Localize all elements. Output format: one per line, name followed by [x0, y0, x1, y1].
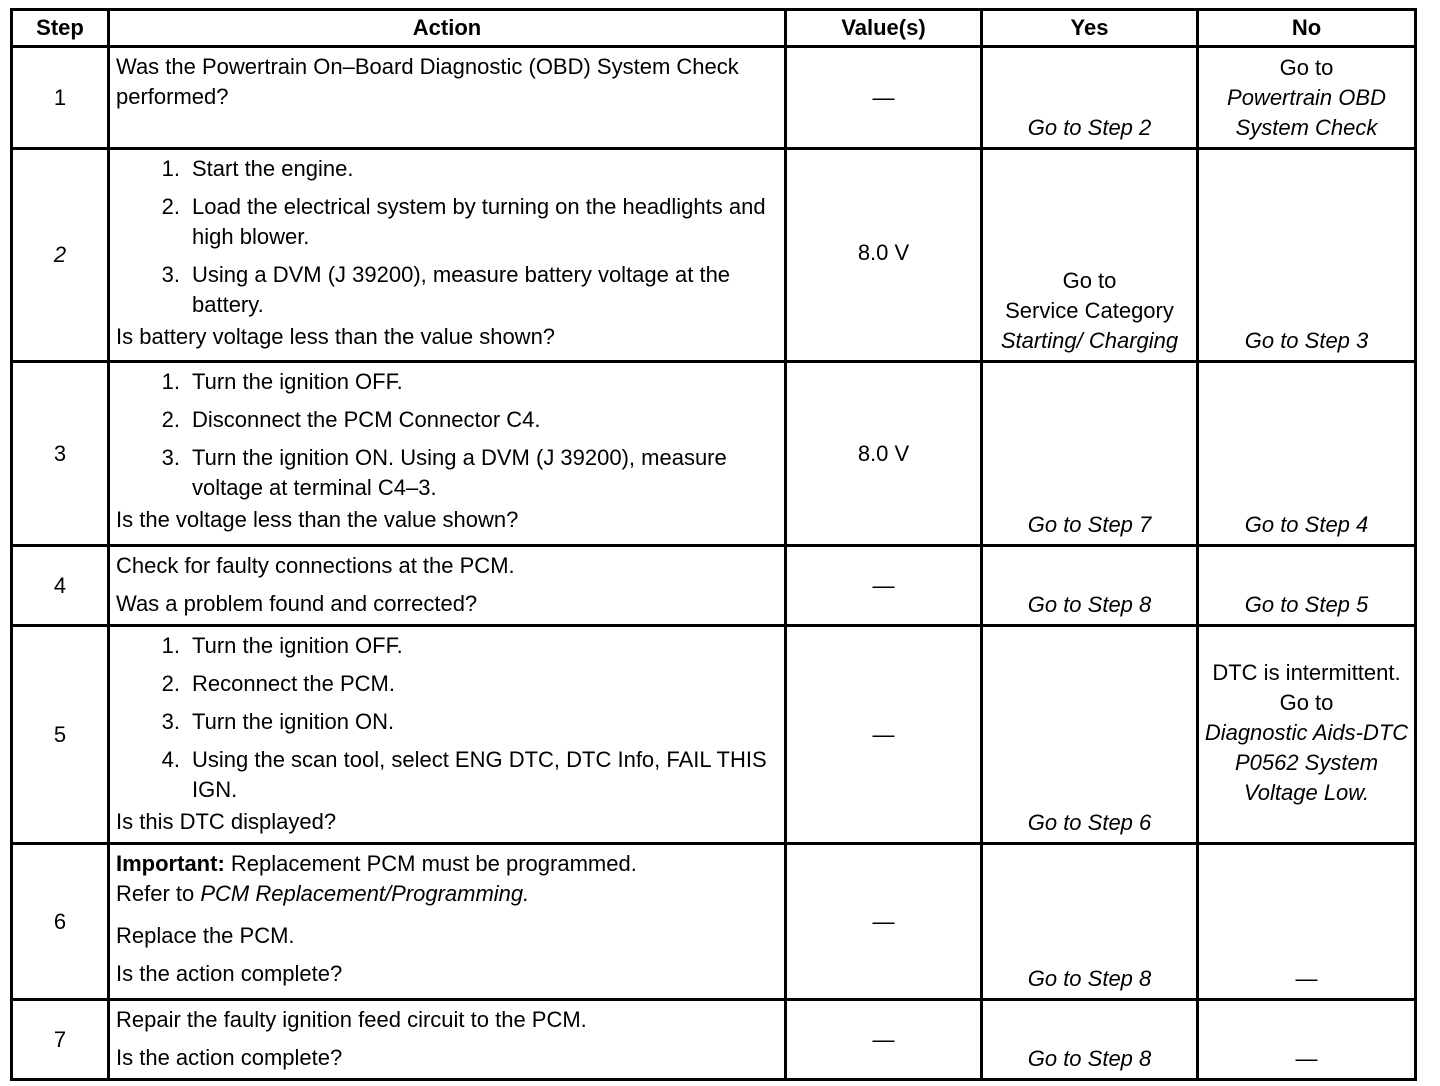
important-label: Important:: [116, 851, 225, 876]
yes-goto-target: Starting/ Charging: [1000, 328, 1179, 353]
action-steps: [116, 631, 778, 805]
action-cell: [109, 149, 786, 362]
refer-prefix: Refer to: [116, 881, 201, 906]
yes-goto-category: Service Category: [1005, 298, 1174, 323]
yes-cell: Go to Step 6: [982, 626, 1198, 844]
no-cell: —: [1198, 844, 1416, 1000]
step-number: 6: [12, 844, 109, 1000]
refer-note: [116, 879, 778, 909]
table-row: [12, 362, 1416, 546]
action-cell: [109, 362, 786, 546]
value-cell: 8.0 V: [786, 362, 982, 546]
yes-goto-label: Go to: [1062, 268, 1117, 293]
action-step: 2. Load the electrical system by turning on the headlights and high blower.: [161, 194, 766, 249]
header-action: Action: [109, 10, 786, 47]
no-goto-label: Go to: [1279, 689, 1334, 715]
no-goto-target: Diagnostic Aids-DTC P0562 System Voltage Low.: [1204, 719, 1409, 805]
action-cell: [109, 844, 786, 1000]
action-step: 1. Turn the ignition OFF.: [161, 633, 403, 658]
yes-cell: Go to Step 8: [982, 1000, 1198, 1080]
no-cell: —: [1198, 1000, 1416, 1080]
action-step: 1. Start the engine.: [161, 156, 354, 181]
header-step: Step: [12, 10, 109, 47]
action-step: 2. Disconnect the PCM Connector C4.: [161, 407, 541, 432]
value-cell: —: [786, 626, 982, 844]
step-number: 5: [12, 626, 109, 844]
no-goto-target: Powertrain OBD System Check: [1227, 85, 1386, 140]
no-cell: Go to Step 4: [1198, 362, 1416, 546]
step-number: 7: [12, 1000, 109, 1080]
action-cell: [109, 546, 786, 626]
table-row: [12, 844, 1416, 1000]
diagnostic-table: [10, 8, 1417, 1081]
no-cell: [1198, 626, 1416, 844]
important-note: [116, 849, 778, 879]
value-cell: —: [786, 844, 982, 1000]
step-number: 1: [12, 47, 109, 149]
no-cell: [1198, 47, 1416, 149]
action-text: Check for faulty connections at the PCM.: [116, 553, 515, 578]
important-text: Replacement PCM must be programmed.: [224, 851, 637, 876]
table-row: [12, 149, 1416, 362]
action-question: Is the action complete?: [116, 961, 343, 986]
yes-cell: Go to Step 8: [982, 546, 1198, 626]
table-row: [12, 1000, 1416, 1080]
yes-cell: Go to Step 8: [982, 844, 1198, 1000]
yes-cell: [982, 149, 1198, 362]
step-number: 4: [12, 546, 109, 626]
value-cell: —: [786, 1000, 982, 1080]
action-text: Repair the faulty ignition feed circuit to the PCM.: [116, 1007, 587, 1032]
action-steps: [116, 154, 778, 320]
action-text: Replace the PCM.: [116, 923, 295, 948]
value-cell: —: [786, 546, 982, 626]
yes-cell: Go to Step 2: [982, 47, 1198, 149]
action-question: Was a problem found and corrected?: [116, 591, 478, 616]
no-cell: Go to Step 3: [1198, 149, 1416, 362]
table-row: [12, 47, 1416, 149]
step-number: 3: [12, 362, 109, 546]
table-row: [12, 626, 1416, 844]
action-cell: [109, 47, 786, 149]
table-row: [12, 546, 1416, 626]
action-question: Is this DTC displayed?: [116, 809, 337, 834]
action-step: 3. Using a DVM (J 39200), measure battery voltage at the battery.: [161, 262, 731, 317]
value-cell: —: [786, 47, 982, 149]
action-step: 2. Reconnect the PCM.: [161, 671, 395, 696]
header-no: No: [1198, 10, 1416, 47]
action-steps: [116, 367, 778, 503]
action-question: Is battery voltage less than the value shown?: [116, 324, 556, 349]
no-cell: Go to Step 5: [1198, 546, 1416, 626]
no-goto-label: Go to: [1279, 55, 1334, 80]
header-row: [12, 10, 1416, 47]
refer-link: PCM Replacement/Programming.: [200, 881, 530, 906]
yes-cell: Go to Step 7: [982, 362, 1198, 546]
action-cell: [109, 1000, 786, 1080]
action-step: 3. Turn the ignition ON.: [161, 709, 395, 734]
step-number: 2: [12, 149, 109, 362]
action-step: 3. Turn the ignition ON. Using a DVM (J 39200), measure voltage at terminal C4–3.: [161, 445, 727, 500]
action-step: 4. Using the scan tool, select ENG DTC, DTC Info, FAIL THIS IGN.: [161, 747, 767, 802]
action-step: 1. Turn the ignition OFF.: [161, 369, 403, 394]
action-question: Is the action complete?: [116, 1045, 343, 1070]
action-question: Was the Powertrain On–Board Diagnostic (OBD) System Check performed?: [116, 54, 739, 109]
action-cell: [109, 626, 786, 844]
header-yes: Yes: [982, 10, 1198, 47]
no-intermittent-text: DTC is intermittent.: [1212, 659, 1401, 685]
action-question: Is the voltage less than the value shown?: [116, 507, 519, 532]
header-value: Value(s): [786, 10, 982, 47]
value-cell: 8.0 V: [786, 149, 982, 362]
